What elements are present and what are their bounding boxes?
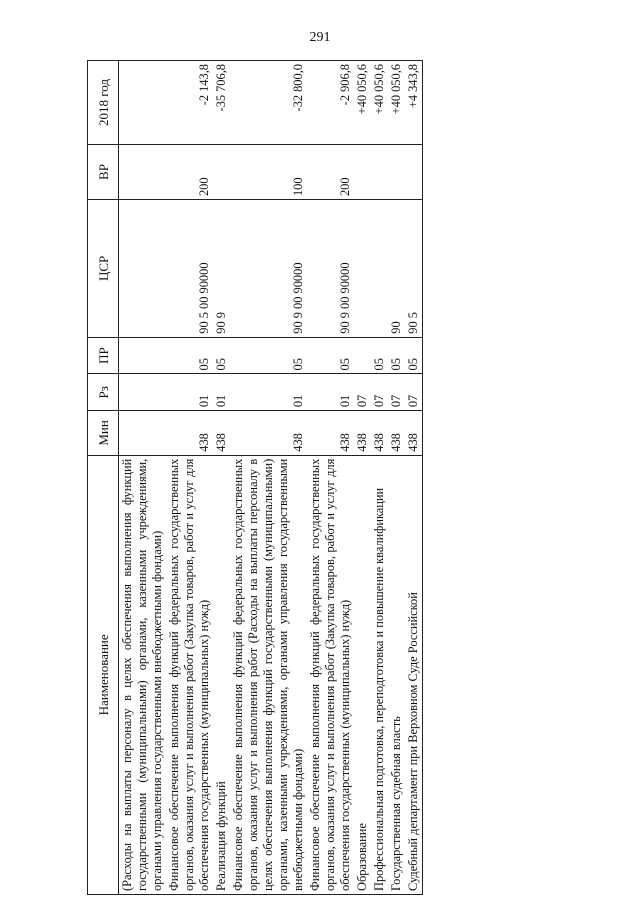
cell-min: 438 [230,411,307,456]
cell-min: 438 [213,411,230,456]
cell-vr [371,144,388,199]
cell-csr [371,200,388,338]
cell-rz [119,374,167,411]
cell-vr [119,144,167,199]
cell-year: +4 343,8 [405,61,423,145]
table-body [119,61,423,895]
header-name: Наименование [88,455,119,894]
cell-min: 438 [354,411,371,456]
cell-vr: 200 [166,144,213,199]
cell-csr: 90 9 00 90000 [307,200,354,338]
cell-vr [405,144,423,199]
cell-csr [354,200,371,338]
cell-name: Образование [354,455,371,894]
header-year: 2018 год [88,61,119,145]
cell-min: 438 [388,411,405,456]
cell-year: +40 050,6 [388,61,405,145]
cell-year: +40 050,6 [354,61,371,145]
cell-pr: 05 [388,337,405,374]
cell-rz: 01 [307,374,354,411]
table-row [371,61,388,895]
cell-name: Судебный департамент при Верховном Суде Российской [405,455,423,894]
cell-rz: 01 [166,374,213,411]
cell-csr: 90 9 00 90000 [230,200,307,338]
cell-vr [388,144,405,199]
cell-rz: 01 [230,374,307,411]
cell-min [119,411,167,456]
cell-year: -2 906,8 [307,61,354,145]
cell-rz: 07 [405,374,423,411]
cell-min: 438 [371,411,388,456]
cell-name: Реализация функций [213,455,230,894]
page-number: 291 [309,30,331,45]
header-csr: ЦСР [88,200,119,338]
header-vr: ВР [88,144,119,199]
cell-year [119,61,167,145]
cell-name: Финансовое обеспечение выполнения функций федеральных государственных органов, оказания услуг и выполнения работ (Закупка товаров, работ и услуг для обеспечения государственных (муниципальных) нужд) [307,455,354,894]
cell-csr: 90 5 00 90000 [166,200,213,338]
cell-rz: 07 [354,374,371,411]
cell-name: (Расходы на выплаты персоналу в целях обеспечения выполнения функций государственными (муниципальными) органами, казенными учреждениями, органами управления государственными внебюджетными фондами) [119,455,167,894]
cell-rz: 01 [213,374,230,411]
cell-vr: 200 [307,144,354,199]
cell-vr [354,144,371,199]
cell-name: Профессиональная подготовка, переподготовка и повышение квалификации [371,455,388,894]
cell-pr: 05 [405,337,423,374]
cell-rz: 07 [371,374,388,411]
cell-pr: 05 [371,337,388,374]
table-row [388,61,405,895]
cell-year: +40 050,6 [371,61,388,145]
table-row [230,61,307,895]
cell-min: 438 [405,411,423,456]
table-header-row [88,61,119,895]
header-rz: Рз [88,374,119,411]
table-row [354,61,371,895]
budget-table-rotated [87,60,587,895]
cell-csr: 90 5 [405,200,423,338]
cell-year: -35 706,8 [213,61,230,145]
table-row [166,61,213,895]
cell-pr: 05 [166,337,213,374]
cell-year: -32 800,0 [230,61,307,145]
table-row [213,61,230,895]
cell-pr: 05 [230,337,307,374]
cell-name: Финансовое обеспечение выполнения функций федеральных государственных органов, оказания услуг и выполнения работ (Закупка товаров, работ и услуг для обеспечения государственных (муниципальных) нужд) [166,455,213,894]
cell-vr [213,144,230,199]
cell-pr [119,337,167,374]
cell-csr: 90 [388,200,405,338]
cell-name: Государственная судебная власть [388,455,405,894]
cell-min: 438 [166,411,213,456]
header-min: Мин [88,411,119,456]
header-pr: ПР [88,337,119,374]
cell-name: Финансовое обеспечение выполнения функций федеральных государственных органов, оказания услуг и выполнения работ (Расходы на выплаты персоналу в целях обеспечения выполнения функций государственными (муниципальными) органами, казенными учреждениями, органами управления государственными внебюджетными фондами) [230,455,307,894]
cell-csr: 90 9 [213,200,230,338]
table-row [119,61,167,895]
cell-year: -2 143,8 [166,61,213,145]
cell-pr: 05 [213,337,230,374]
cell-rz: 07 [388,374,405,411]
table-row [307,61,354,895]
cell-csr [119,200,167,338]
cell-vr: 100 [230,144,307,199]
cell-pr: 05 [307,337,354,374]
table-row [405,61,423,895]
budget-table [87,60,423,895]
cell-min: 438 [307,411,354,456]
cell-pr [354,337,371,374]
